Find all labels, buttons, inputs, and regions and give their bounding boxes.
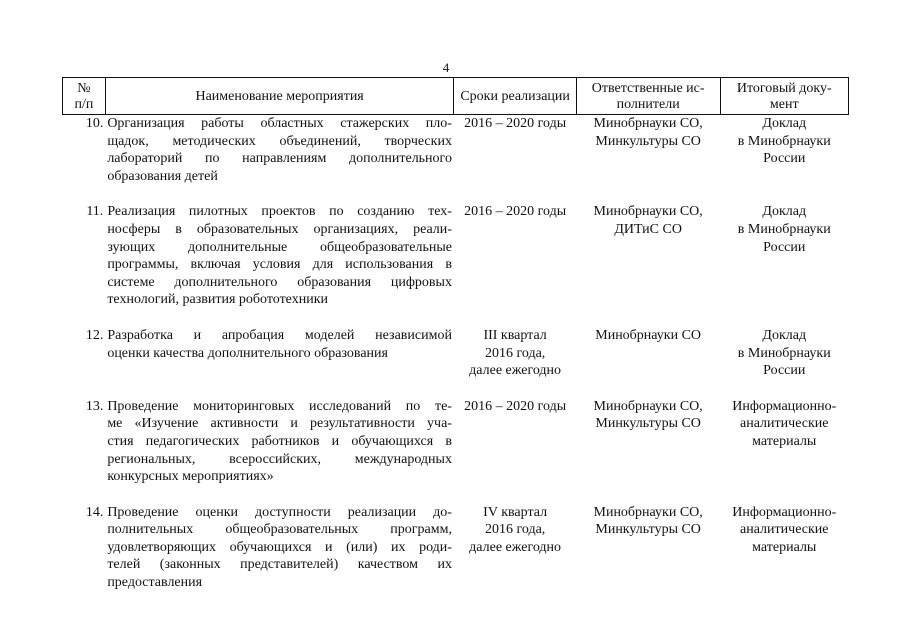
measure-name-line: лабораторий по направлениям дополнительного (107, 151, 452, 167)
measure-name (105, 203, 454, 327)
header-line: полнители (616, 97, 680, 112)
measure-name-line: технологий, развития робототехники (107, 292, 328, 308)
implementation-term-line: 2016 – 2020 годы (464, 116, 567, 131)
output-document-line: России (763, 151, 806, 167)
measure-name-line: Проведение мониторинговых исследований по те- (107, 398, 452, 414)
measure-name-line: носферы в образовательных организациях, реали- (107, 221, 452, 237)
measure-name (105, 327, 454, 398)
measure-name-line: Разработка и апробация моделей независимой (107, 327, 452, 343)
header-line: п/п (74, 97, 94, 112)
measure-name-line: конкурсных мероприятиях» (107, 469, 274, 485)
output-document-line: материалы (752, 433, 817, 449)
responsible-executors-line: Минкультуры СО (595, 133, 701, 149)
header-name (105, 78, 454, 115)
measure-name-line: щадок, методических объединений, творческих (107, 133, 452, 149)
header-responsible (576, 78, 720, 115)
output-document-line: в Минобрнауки (737, 221, 831, 237)
output-document-line: Доклад (762, 204, 807, 220)
implementation-term-line: IV квартал (483, 504, 548, 520)
output-document (720, 203, 848, 327)
header-line: мент (769, 97, 799, 112)
output-document-line: аналитические (740, 416, 829, 432)
implementation-term (454, 504, 576, 610)
measure-name-line: полнительных общеобразовательных программ, (107, 522, 452, 538)
measure-name (105, 398, 454, 504)
responsible-executors-line: Минкультуры СО (595, 522, 701, 538)
responsible-executors (576, 504, 720, 610)
measure-name (105, 504, 454, 610)
page-number: 4 (442, 60, 450, 75)
table-row (63, 398, 849, 504)
measure-name-line: ме «Изучение активности и результативности уча- (107, 416, 452, 432)
measure-name-line: телей (законных представителей) качеством их (107, 557, 452, 573)
measure-name-line: системе дополнительного образования цифровых (107, 274, 452, 290)
header-line: № (77, 81, 91, 96)
responsible-executors (576, 327, 720, 398)
measure-name-line: зующих дополнительные общеобразовательные (107, 239, 452, 255)
measures-table (62, 77, 849, 610)
output-document-line: в Минобрнауки (737, 345, 831, 361)
implementation-term-line: III квартал (483, 327, 547, 343)
table-row (63, 504, 849, 610)
measure-name-line: Реализация пилотных проектов по созданию тех- (107, 204, 452, 220)
header-line: Ответственные ис- (591, 81, 705, 96)
row-number: 10. (85, 116, 104, 131)
implementation-term-line: 2016 года, (484, 522, 546, 538)
output-document-line: России (763, 363, 806, 379)
header-output-document (720, 78, 848, 115)
output-document (720, 115, 848, 204)
measure-name-line: Проведение оценки доступности реализации до- (107, 504, 452, 520)
implementation-term-line: 2016 года, (484, 345, 546, 361)
output-document (720, 504, 848, 610)
header-num (63, 78, 106, 115)
output-document-line: России (763, 239, 806, 255)
implementation-term-line: далее ежегодно (469, 539, 562, 555)
measure-name-line: образования детей (107, 168, 218, 184)
responsible-executors (576, 115, 720, 204)
implementation-term-line: 2016 – 2020 годы (464, 398, 567, 414)
responsible-executors-line: Минкультуры СО (595, 416, 701, 432)
row-number: 12. (85, 327, 104, 343)
table-row (63, 327, 849, 398)
header-term (454, 78, 576, 115)
implementation-term (454, 203, 576, 327)
header-line: Сроки реализации (460, 89, 570, 104)
output-document (720, 327, 848, 398)
measure-name-line: предоставления (107, 575, 203, 591)
responsible-executors-line: Минобрнауки СО (595, 327, 702, 343)
measure-name-line: стия педагогических работников и обучающихся в (107, 433, 452, 449)
measure-name (105, 115, 454, 204)
table-header-row (63, 78, 849, 115)
output-document-line: материалы (752, 539, 817, 555)
output-document-line: Информационно- (732, 398, 837, 414)
implementation-term-line: 2016 – 2020 годы (464, 204, 567, 220)
responsible-executors (576, 398, 720, 504)
output-document (720, 398, 848, 504)
implementation-term (454, 327, 576, 398)
row-number: 13. (85, 398, 104, 414)
output-document-line: Доклад (762, 116, 807, 131)
responsible-executors-line: Минобрнауки СО, (593, 398, 703, 414)
measure-name-line: оценки качества дополнительного образования (107, 345, 388, 361)
measure-name-line: Организация работы областных стажерских пло- (107, 116, 452, 131)
responsible-executors-line: Минобрнауки СО, (593, 204, 703, 220)
table-row (63, 115, 849, 204)
output-document-line: в Минобрнауки (737, 133, 831, 149)
responsible-executors-line: ДИТиС СО (614, 221, 682, 237)
responsible-executors-line: Минобрнауки СО, (593, 504, 703, 520)
measure-name-line: региональных, всероссийских, международных (107, 451, 452, 467)
implementation-term-line: далее ежегодно (469, 363, 562, 379)
responsible-executors-line: Минобрнауки СО, (593, 116, 703, 131)
measure-name-line: удовлетворяющих обучающихся и (или) их роди- (107, 539, 452, 555)
header-line: Наименование мероприятия (195, 89, 364, 104)
output-document-line: Доклад (762, 327, 807, 343)
table-row (63, 203, 849, 327)
row-number: 14. (85, 504, 104, 520)
header-line: Итоговый доку- (736, 81, 832, 96)
implementation-term (454, 398, 576, 504)
output-document-line: аналитические (740, 522, 829, 538)
measure-name-line: программы, включая условия для использования в (107, 257, 452, 273)
row-number: 11. (86, 204, 104, 220)
implementation-term (454, 115, 576, 204)
responsible-executors (576, 203, 720, 327)
output-document-line: Информационно- (732, 504, 837, 520)
